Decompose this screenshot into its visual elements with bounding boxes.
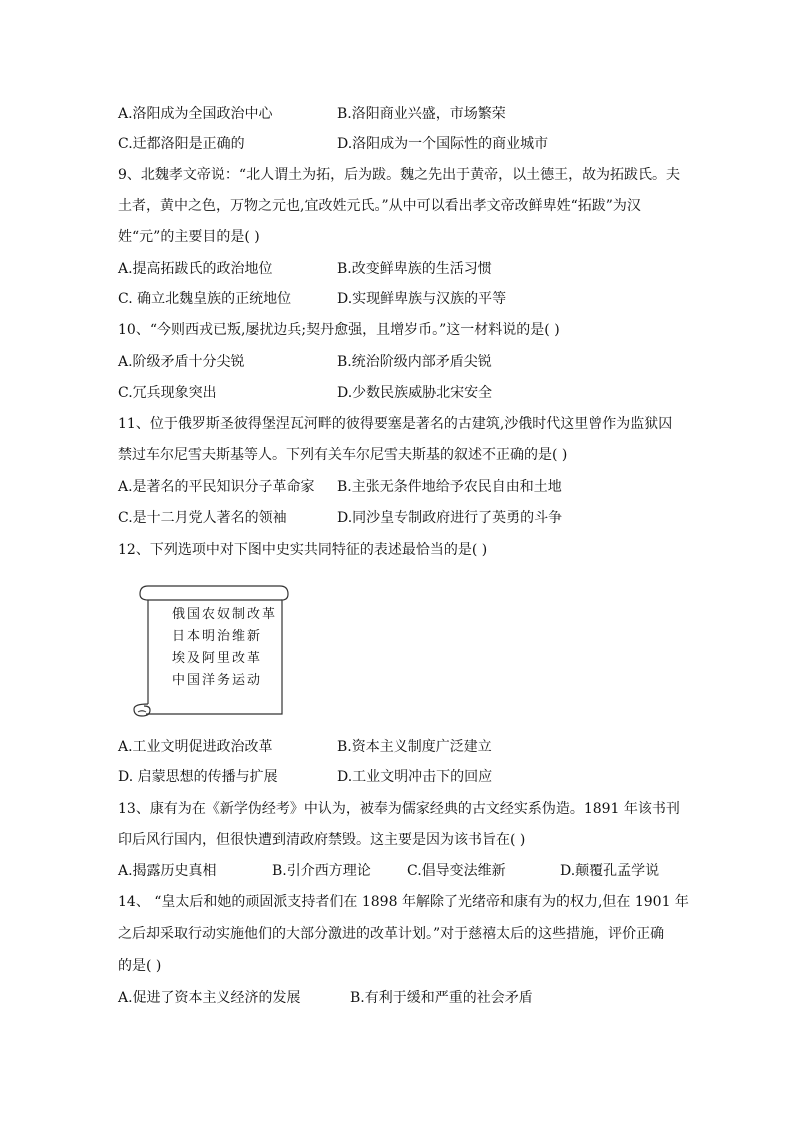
scroll-line-3: 埃及阿里改革 xyxy=(172,651,263,666)
q10-stem: 10、“今则西戎已叛,屡扰边兵;契丹愈强，且增岁币。”这一材料说的是( ) xyxy=(118,322,560,338)
q8-option-d: D.洛阳成为一个国际性的商业城市 xyxy=(337,136,549,152)
q13-option-b: B.引介西方理论 xyxy=(272,863,371,879)
q8-option-c: C.迁都洛阳是正确的 xyxy=(118,136,245,152)
q10-option-b: B.统治阶级内部矛盾尖锐 xyxy=(337,354,492,370)
q14-option-b: B.有利于缓和严重的社会矛盾 xyxy=(350,990,533,1006)
q11-stem-line1: 11、位于俄罗斯圣彼得堡涅瓦河畔的彼得要塞是著名的古建筑,沙俄时代这里曾作为监狱囚 xyxy=(118,416,673,432)
q10-option-a: A.阶级矛盾十分尖锐 xyxy=(118,354,245,370)
q14-option-a: A.促进了资本主义经济的发展 xyxy=(118,990,301,1006)
q9-option-c: C. 确立北魏皇族的正统地位 xyxy=(118,291,292,307)
q13-stem-line2: 印后风行国内，但很快遭到清政府禁毁。这主要是因为该书旨在( ) xyxy=(118,832,526,848)
q13-option-d: D.颠覆孔孟学说 xyxy=(560,863,660,879)
scroll-line-4: 中国洋务运动 xyxy=(172,673,263,688)
scroll-illustration xyxy=(130,578,292,720)
q11-option-c: C.是十二月党人著名的领袖 xyxy=(118,510,287,526)
q12-option-c: D. 启蒙思想的传播与扩展 xyxy=(118,769,278,785)
q13-option-c: C.倡导变法维新 xyxy=(407,863,506,879)
q9-stem-line1: 9、北魏孝文帝说：“北人谓土为拓，后为跋。魏之先出于黄帝，以土德王，故为拓跋氏。夫 xyxy=(118,167,681,183)
q10-option-d: D.少数民族威胁北宋安全 xyxy=(337,385,493,401)
q14-stem-line2: 之后却采取行动实施他们的大部分激进的改革计划。”对于慈禧太后的这些措施，评价正确 xyxy=(118,926,665,942)
q12-option-d: D.工业文明冲击下的回应 xyxy=(337,769,493,785)
scroll-line-2: 日本明治维新 xyxy=(172,629,263,644)
q12-stem: 12、下列选项中对下图中史实共同特征的表述最恰当的是( ) xyxy=(118,542,488,558)
q11-option-a: A.是著名的平民知识分子革命家 xyxy=(118,479,315,495)
q12-option-b: B.资本主义制度广泛建立 xyxy=(337,739,492,755)
q11-option-d: D.同沙皇专制政府进行了英勇的斗争 xyxy=(337,510,563,526)
scroll-text-block xyxy=(172,604,277,692)
q9-option-b: B.改变鲜卑族的生活习惯 xyxy=(337,261,492,277)
q13-stem-line1: 13、康有为在《新学伪经考》中认为，被奉为儒家经典的古文经实系伪造。1891 年该书刊 xyxy=(118,801,680,817)
scroll-line-1: 俄国农奴制改革 xyxy=(172,607,278,622)
q10-option-c: C.冗兵现象突出 xyxy=(118,385,217,401)
q8-option-a: A.洛阳成为全国政治中心 xyxy=(118,106,273,122)
q11-stem-line2: 禁过车尔尼雪夫斯基等人。下列有关车尔尼雪夫斯基的叙述不正确的是( ) xyxy=(118,447,568,463)
q13-option-a: A.揭露历史真相 xyxy=(118,863,217,879)
q8-option-b: B.洛阳商业兴盛，市场繁荣 xyxy=(337,106,506,122)
q9-option-d: D.实现鲜卑族与汉族的平等 xyxy=(337,291,507,307)
q9-stem-line3: 姓“元”的主要目的是( ) xyxy=(118,229,260,245)
q12-option-a: A.工业文明促进政治改革 xyxy=(118,739,273,755)
q14-stem-line1: 14、 “皇太后和她的顽固派支持者们在 1898 年解除了光绪帝和康有为的权力,但在 1901 年 xyxy=(118,894,689,910)
q9-stem-line2: 土者，黄中之色，万物之元也,宜改姓元氏。”从中可以看出孝文帝改鲜卑姓“拓跋”为汉 xyxy=(118,198,641,214)
q14-stem-line3: 的是( ) xyxy=(118,958,162,974)
q9-option-a: A.提高拓跋氏的政治地位 xyxy=(118,261,273,277)
q11-option-b: B.主张无条件地给予农民自由和土地 xyxy=(337,479,562,495)
